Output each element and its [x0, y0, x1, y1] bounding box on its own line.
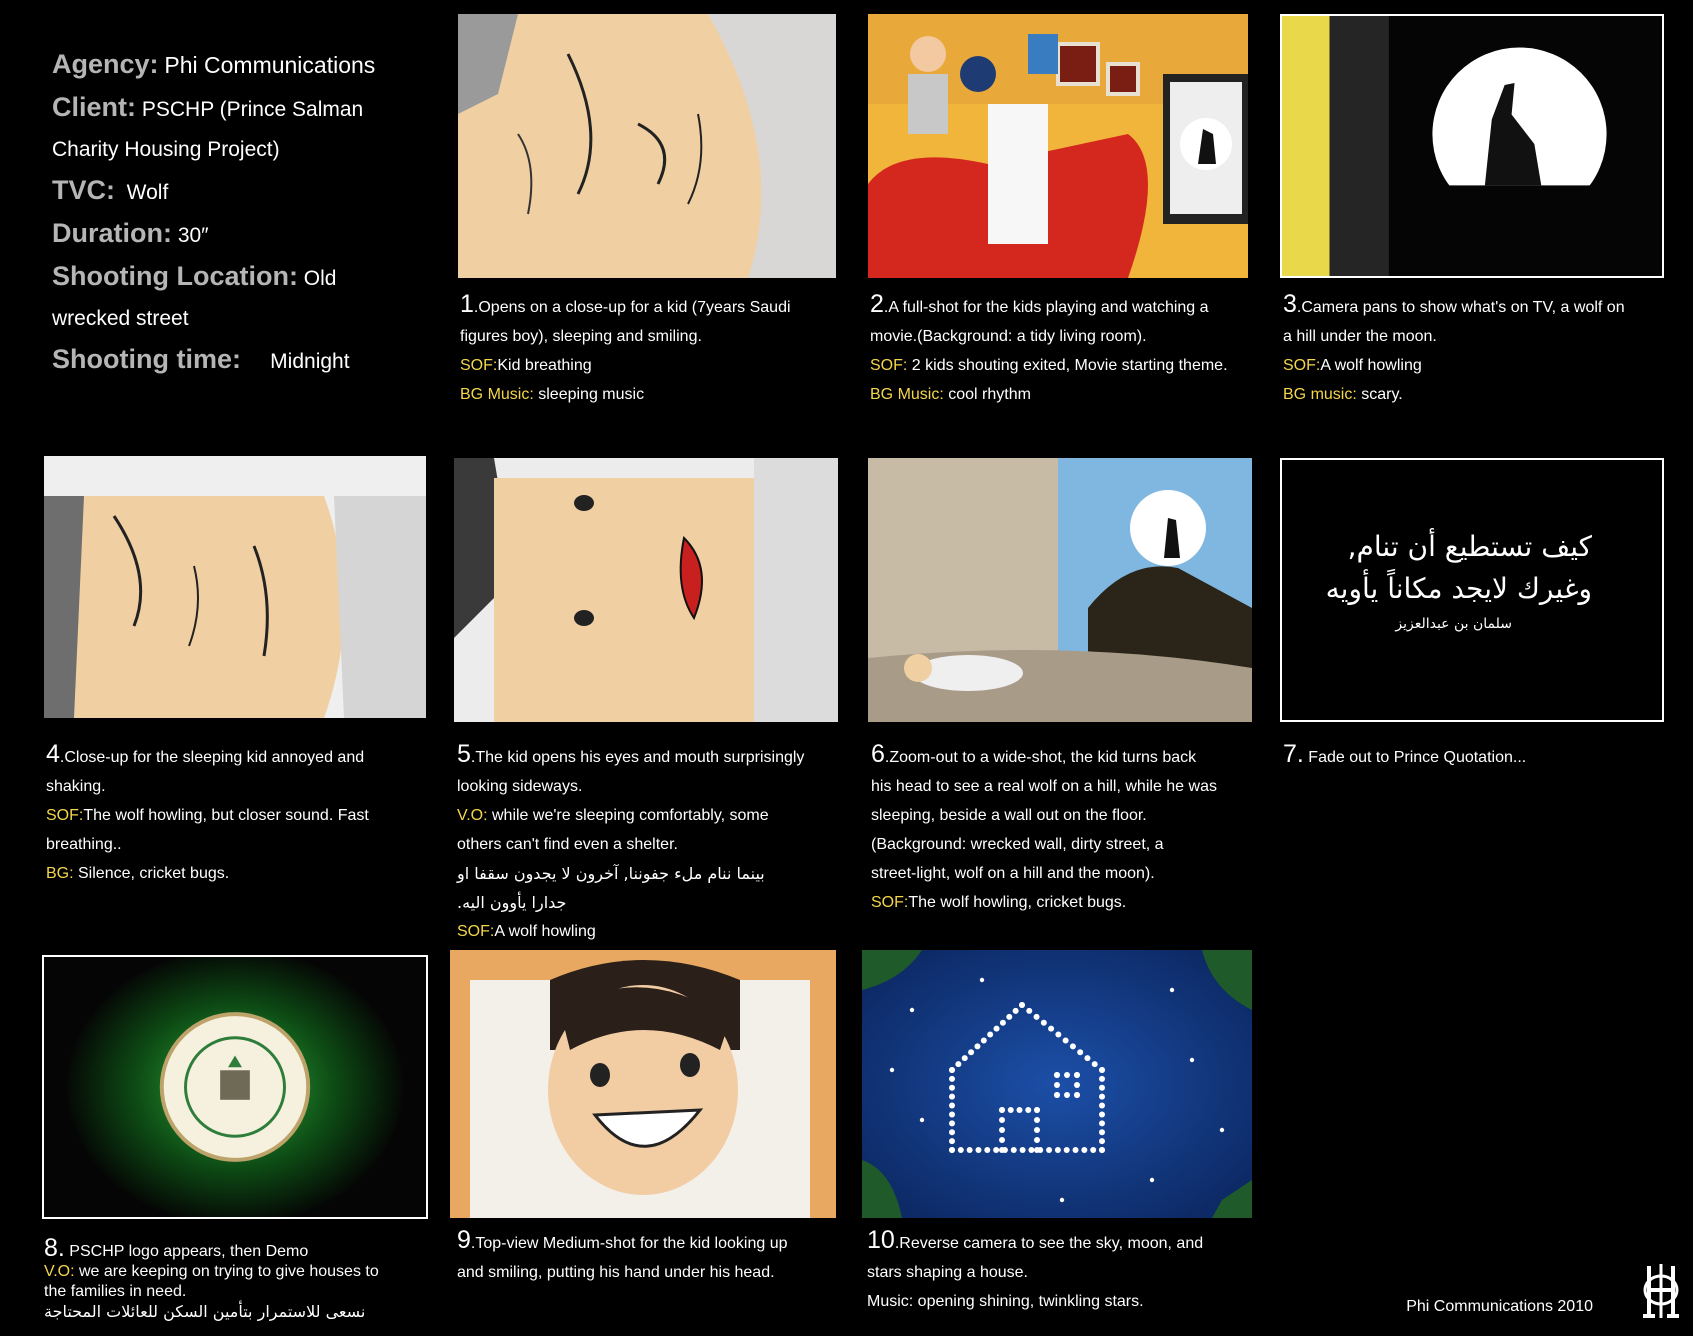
house-star [1055, 1032, 1061, 1038]
sky-star [1220, 1128, 1224, 1132]
frame-number: 3 [1283, 290, 1297, 318]
house-star [1054, 1072, 1060, 1078]
description-line: looking sideways. [457, 778, 583, 795]
description-line: .A full-shot for the kids playing and watching a [883, 299, 1209, 316]
agency-label: Agency: [52, 49, 159, 79]
sof-value: The wolf howling, but closer sound. Fast [83, 807, 369, 824]
vo-value-cont: others can't find even a shelter. [457, 836, 678, 853]
house-star [1006, 1014, 1012, 1020]
house-star [1074, 1072, 1080, 1078]
description-line: Fade out to Prince Quotation... [1303, 749, 1527, 766]
sof-label: SOF: [460, 357, 498, 374]
vo-value-cont: the families in need. [44, 1283, 187, 1300]
client-value: PSCHP (Prince Salman [141, 98, 364, 121]
house-star [1099, 1094, 1105, 1100]
frame-2-caption [870, 290, 1270, 409]
sof-value: The wolf howling, cricket bugs. [908, 894, 1127, 911]
frame-5-image [454, 458, 838, 722]
house-star [1034, 1107, 1040, 1113]
house-star [1041, 1020, 1047, 1026]
description-line: movie.(Background: a tidy living room). [870, 328, 1147, 345]
house-star [1034, 1014, 1040, 1020]
description-line: (Background: wrecked wall, dirty street, a [871, 836, 1164, 853]
description-line: .Reverse camera to see the sky, moon, and [894, 1235, 1204, 1252]
bg-label: BG: [46, 865, 74, 882]
house-star [1019, 1002, 1025, 1008]
house-star [949, 1103, 955, 1109]
frame-number: 10 [867, 1226, 895, 1254]
bg-music-label: BG Music: [460, 386, 534, 403]
house-star [993, 1147, 999, 1153]
house-star [981, 1037, 987, 1043]
house-star [949, 1067, 955, 1073]
house-star [1074, 1092, 1080, 1098]
time-value: Midnight [270, 350, 350, 373]
house-star [1034, 1147, 1040, 1153]
arabic-vo-line: نسعى للاستمرار بتأمين السكن للعائلات المحتاجة [44, 1302, 366, 1321]
house-star [949, 1147, 955, 1153]
frame-1-caption [460, 290, 840, 409]
sky-star [1170, 988, 1174, 992]
phi-logo [1641, 1262, 1681, 1320]
vo-value: while we're sleeping comfortably, some [487, 807, 769, 824]
sof-value: Kid breathing [497, 357, 592, 374]
frame-9-caption [457, 1226, 857, 1287]
house-star [1055, 1147, 1061, 1153]
house-star [1070, 1043, 1076, 1049]
house-star [1000, 1020, 1006, 1026]
frame-number: 7. [1283, 740, 1304, 768]
house-star [1020, 1147, 1026, 1153]
house-star [999, 1107, 1005, 1113]
frame-3-caption [1283, 290, 1683, 409]
house-star [999, 1147, 1005, 1153]
sof-label: SOF: [46, 807, 84, 824]
house-star [1099, 1129, 1105, 1135]
frame-3-image [1280, 14, 1664, 278]
description-line: his head to see a real wolf on a hill, while he was [871, 778, 1217, 795]
sky-star [920, 1118, 924, 1122]
house-star [1034, 1137, 1040, 1143]
tvc-label: TVC: [52, 175, 115, 205]
frame-1-image [458, 14, 836, 278]
sky-star [910, 1008, 914, 1012]
time-label: Shooting time: [52, 344, 241, 374]
description-line: PSCHP logo appears, then Demo [64, 1243, 309, 1260]
house-star [949, 1111, 955, 1117]
house-star [974, 1043, 980, 1049]
footer-credit: Phi Communications 2010 [1406, 1298, 1593, 1315]
sky-star [980, 978, 984, 982]
house-star [1008, 1107, 1014, 1113]
tvc-value: Wolf [126, 181, 169, 204]
frame-8-caption [44, 1234, 444, 1322]
frame-number: 9 [457, 1226, 471, 1254]
house-star [1025, 1107, 1031, 1113]
description-line: stars shaping a house. [867, 1264, 1028, 1281]
house-star [1074, 1082, 1080, 1088]
bg-music-value: scary. [1356, 386, 1403, 403]
house-star [1048, 1026, 1054, 1032]
house-star [1090, 1147, 1096, 1153]
description-line: .Zoom-out to a wide-shot, the kid turns back [884, 749, 1197, 766]
sof-label: SOF: [1283, 357, 1321, 374]
sof-value: A wolf howling [494, 923, 596, 940]
bg-music-label: BG music: [1283, 386, 1357, 403]
sof-label: SOF: [871, 894, 909, 911]
house-star [967, 1147, 973, 1153]
house-star [1054, 1092, 1060, 1098]
bg-music-value: sleeping music [533, 386, 645, 403]
description-line: street-light, wolf on a hill and the moon). [871, 865, 1155, 882]
house-star [1099, 1067, 1105, 1073]
house-star [962, 1055, 968, 1061]
frame-4-image [44, 456, 426, 718]
house-star [955, 1061, 961, 1067]
vo-label: V.O: [44, 1263, 75, 1280]
house-star [1099, 1147, 1105, 1153]
house-star [1013, 1008, 1019, 1014]
house-star [1034, 1127, 1040, 1133]
house-star [949, 1076, 955, 1082]
house-star [1099, 1111, 1105, 1117]
house-star [1026, 1008, 1032, 1014]
duration-value: 30″ [177, 224, 209, 247]
house-star [987, 1032, 993, 1038]
house-star [1011, 1147, 1017, 1153]
client-value-2: Charity Housing Project) [52, 138, 280, 161]
description-line: and smiling, putting his hand under his head. [457, 1264, 775, 1281]
house-star [975, 1147, 981, 1153]
bg-music-value: cool rhythm [943, 386, 1031, 403]
description-line: a hill under the moon. [1283, 328, 1437, 345]
description-line: .Camera pans to show what's on TV, a wolf on [1296, 299, 1625, 316]
location-value: Old [303, 267, 337, 290]
frame-number: 2 [870, 290, 884, 318]
frame-9-image [450, 950, 836, 1218]
house-star [949, 1138, 955, 1144]
house-star [1064, 1072, 1070, 1078]
quote-signature: سلمان بن عبدالعزيز [1395, 616, 1512, 632]
house-star [949, 1120, 955, 1126]
house-star [968, 1049, 974, 1055]
frame-8-image [42, 955, 428, 1219]
house-star [1028, 1147, 1034, 1153]
frame-6-caption [871, 740, 1271, 917]
frame-number: 1 [460, 290, 474, 318]
house-star [949, 1129, 955, 1135]
house-star [999, 1137, 1005, 1143]
quote-line-1: كيف تستطيع أن تنام, [1347, 530, 1592, 563]
house-star [1054, 1082, 1060, 1088]
house-star [1081, 1147, 1087, 1153]
frame-2-image [868, 14, 1248, 278]
frame-number: 4 [46, 740, 60, 768]
sky-star [890, 1068, 894, 1072]
sof-label: SOF: [870, 357, 908, 374]
house-star [1017, 1107, 1023, 1113]
vo-label: V.O: [457, 807, 488, 824]
house-star [1063, 1037, 1069, 1043]
house-star [1099, 1138, 1105, 1144]
location-label: Shooting Location: [52, 261, 298, 291]
house-star [1099, 1103, 1105, 1109]
house-star [999, 1127, 1005, 1133]
frame-6-image [868, 458, 1252, 722]
house-star [984, 1147, 990, 1153]
bg-value: Silence, cricket bugs. [73, 865, 230, 882]
description-line: .Opens on a close-up for a kid (7years Saudi [473, 299, 791, 316]
house-star [949, 1094, 955, 1100]
frame-4-caption [46, 740, 446, 888]
description-line: figures boy), sleeping and smiling. [460, 328, 702, 345]
house-star [1064, 1092, 1070, 1098]
frame-10-image [862, 950, 1252, 1218]
frame-number: 8. [44, 1234, 65, 1262]
sof-value-cont: breathing.. [46, 836, 122, 853]
quote-line-2: وغيرك لايجد مكاناً يأويه [1325, 572, 1592, 605]
description-line: sleeping, beside a wall out on the floor. [871, 807, 1147, 824]
frame-5-caption [457, 740, 867, 946]
description-line: shaking. [46, 778, 106, 795]
sof-value: 2 kids shouting exited, Movie starting theme. [907, 357, 1228, 374]
description-line: .The kid opens his eyes and mouth surprisingly [470, 749, 805, 766]
location-value-2: wrecked street [52, 307, 189, 330]
frame-number: 5 [457, 740, 471, 768]
house-star [1073, 1147, 1079, 1153]
client-label: Client: [52, 92, 136, 122]
duration-label: Duration: [52, 218, 172, 248]
house-star [994, 1026, 1000, 1032]
arabic-vo-line: بينما ننام ملء جفوننا, آخرون لا يجدون سقفا او [457, 864, 765, 883]
description-line: Music: opening shining, twinkling stars. [867, 1293, 1144, 1310]
sky-star [1190, 1058, 1194, 1062]
house-star [1084, 1055, 1090, 1061]
bg-music-label: BG Music: [870, 386, 944, 403]
frame-7-quote-card [1280, 458, 1664, 722]
house-star [958, 1147, 964, 1153]
house-star [999, 1117, 1005, 1123]
frame-7-caption [1283, 740, 1663, 772]
house-star [1099, 1085, 1105, 1091]
description-line: .Top-view Medium-shot for the kid looking up [470, 1235, 788, 1252]
house-star [1092, 1061, 1098, 1067]
sky-star [1060, 1198, 1064, 1202]
sky-star [1150, 1178, 1154, 1182]
production-info [52, 44, 452, 382]
frame-number: 6 [871, 740, 885, 768]
house-star [1099, 1076, 1105, 1082]
house-star [1034, 1117, 1040, 1123]
vo-value: we are keeping on trying to give houses to [74, 1263, 379, 1280]
sof-label: SOF: [457, 923, 495, 940]
house-star [949, 1085, 955, 1091]
house-star [1077, 1049, 1083, 1055]
description-line: .Close-up for the sleeping kid annoyed and [59, 749, 365, 766]
frame-10-caption [867, 1226, 1267, 1316]
house-star [1046, 1147, 1052, 1153]
agency-value: Phi Communications [164, 52, 376, 78]
arabic-vo-line: جدارا يأوون اليه. [457, 893, 567, 912]
house-star [1064, 1147, 1070, 1153]
house-star [1099, 1120, 1105, 1126]
sof-value: A wolf howling [1320, 357, 1422, 374]
